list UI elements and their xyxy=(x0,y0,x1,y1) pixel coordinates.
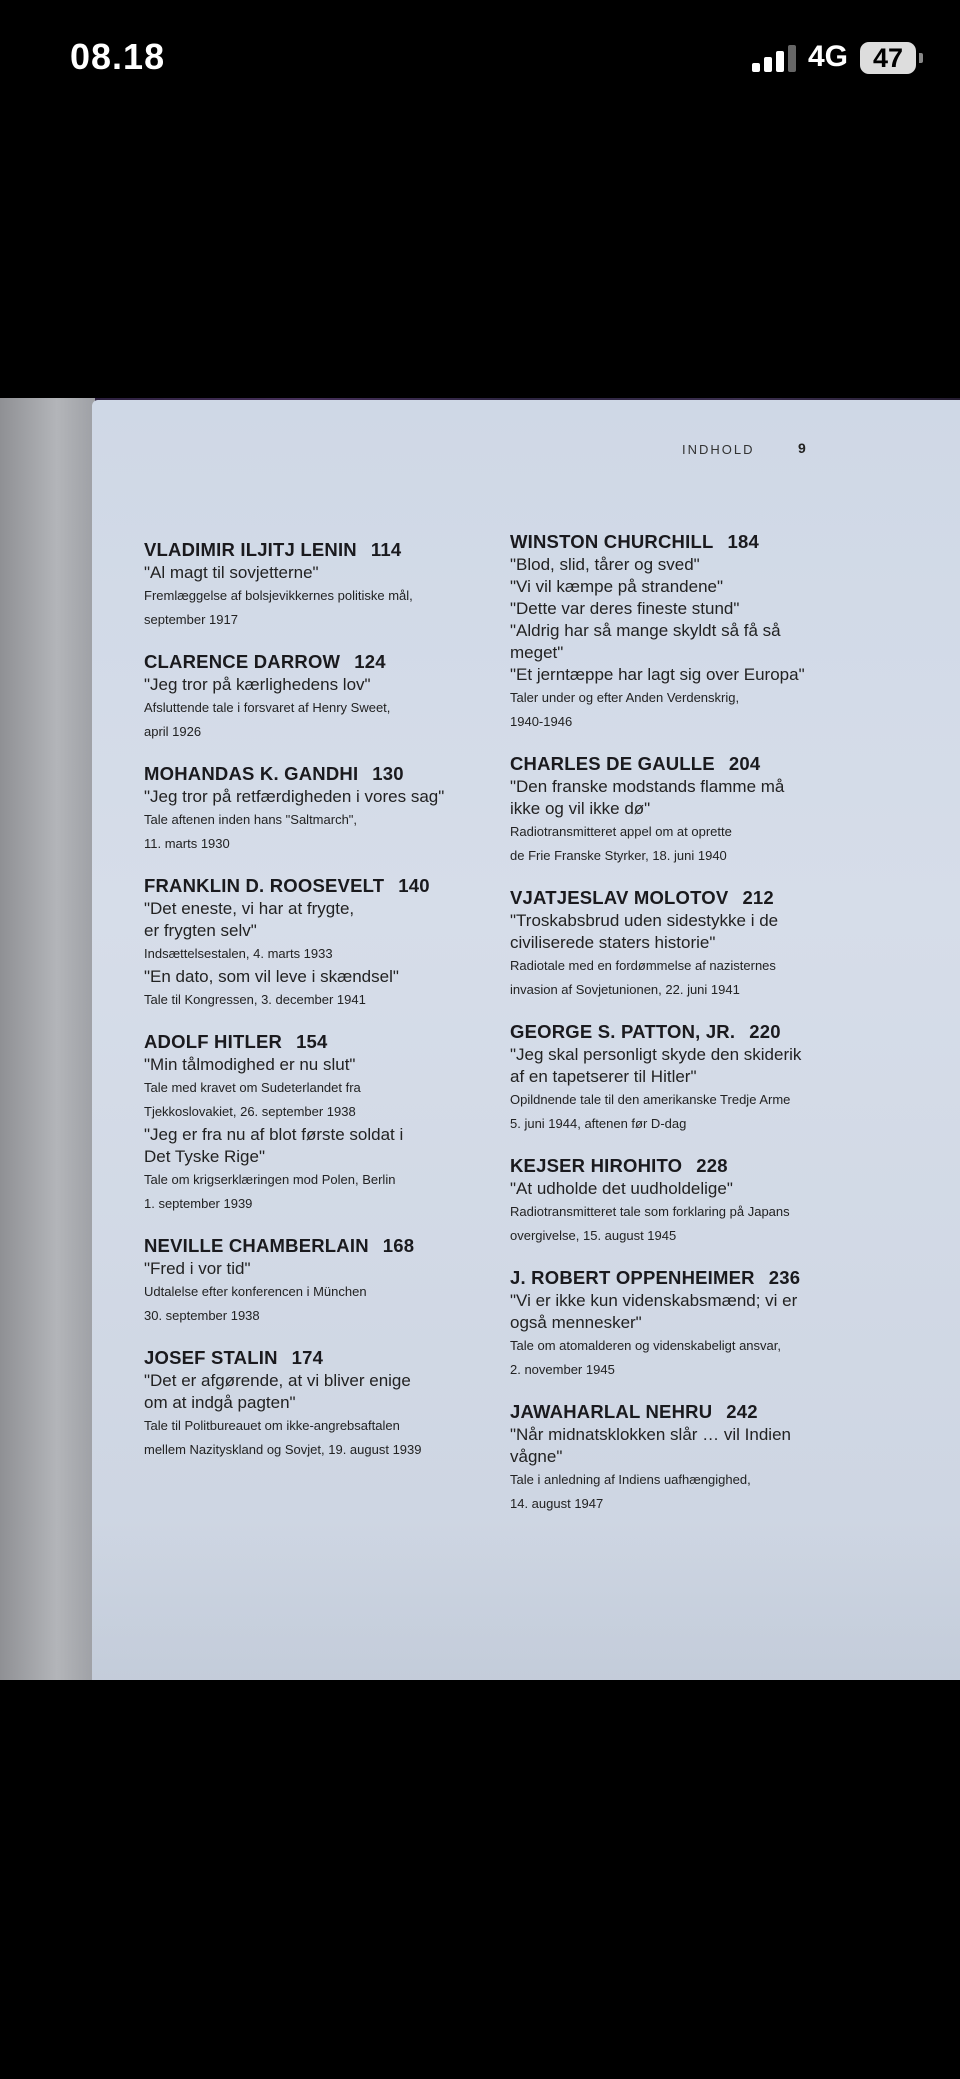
speech-quote: "Min tålmodighed er nu slut" xyxy=(144,1055,356,1074)
speech-quote: er frygten selv" xyxy=(144,921,257,940)
speech-note: de Frie Franske Styrker, 18. juni 1940 xyxy=(510,848,727,863)
entry-page-number: 124 xyxy=(354,651,386,672)
speech-quote: "Aldrig har så mange skyldt så få så xyxy=(510,621,781,640)
entry-page-number: 228 xyxy=(696,1155,728,1176)
speech-note: Indsættelsestalen, 4. marts 1933 xyxy=(144,946,333,961)
speech-note: Afsluttende tale i forsvaret af Henry Sweet, xyxy=(144,700,391,715)
speaker-name: VLADIMIR ILJITJ LENIN xyxy=(144,539,357,560)
speech-quote: "Troskabsbrud uden sidestykke i de xyxy=(510,911,779,930)
contents-entry xyxy=(510,886,940,1002)
speech-quote: "Vi er ikke kun videnskabsmænd; vi er xyxy=(510,1291,798,1310)
speech-note: 2. november 1945 xyxy=(510,1362,615,1377)
speech-quote: "Et jerntæppe har lagt sig over Europa" xyxy=(510,665,805,684)
speech-quote: "Blod, slid, tårer og sved" xyxy=(510,555,700,574)
speaker-name: FRANKLIN D. ROOSEVELT xyxy=(144,875,385,896)
entry-page-number: 242 xyxy=(726,1401,758,1422)
speech-note: mellem Nazityskland og Sovjet, 19. august 1939 xyxy=(144,1442,422,1457)
speaker-heading xyxy=(510,752,940,776)
speech-note: Tjekkoslovakiet, 26. september 1938 xyxy=(144,1104,356,1119)
page-number: 9 xyxy=(798,440,806,456)
contents-entry xyxy=(510,1400,940,1516)
speech-quote: om at indgå pagten" xyxy=(144,1393,296,1412)
speech-note: september 1917 xyxy=(144,612,238,627)
speech-quote: "Dette var deres fineste stund" xyxy=(510,599,740,618)
speech-quote: "Jeg skal personligt skyde den skiderik xyxy=(510,1045,802,1064)
speech-quote: Det Tyske Rige" xyxy=(144,1147,265,1166)
speaker-heading xyxy=(510,1020,940,1044)
speech-note: Tale med kravet om Sudeterlandet fra xyxy=(144,1080,361,1095)
speech-quote: "Jeg er fra nu af blot første soldat i xyxy=(144,1125,404,1144)
entry-page-number: 236 xyxy=(768,1267,801,1288)
speaker-name: KEJSER HIROHITO xyxy=(510,1155,683,1176)
contents-column-right xyxy=(510,530,940,1534)
contents-entry xyxy=(510,1154,940,1248)
speech-note: 1940-1946 xyxy=(510,714,573,729)
speaker-heading xyxy=(510,1266,940,1290)
speaker-name: CLARENCE DARROW xyxy=(144,651,341,672)
speech-note: 30. september 1938 xyxy=(144,1308,260,1323)
speech-quote: vågne" xyxy=(510,1447,563,1466)
entry-page-number: 220 xyxy=(749,1021,781,1042)
speech-quote: civiliserede staters historie" xyxy=(510,933,716,952)
speech-quote: også mennesker" xyxy=(510,1313,642,1332)
speaker-name: JAWAHARLAL NEHRU xyxy=(510,1401,713,1422)
speech-quote: "Vi vil kæmpe på strandene" xyxy=(510,577,724,596)
speech-note: Tale om atomalderen og videnskabeligt ansvar, xyxy=(510,1338,781,1353)
speech-note: Opildnende tale til den amerikanske Tredje Arme xyxy=(510,1092,791,1107)
entry-page-number: 114 xyxy=(370,539,402,560)
battery-icon: 47 xyxy=(860,42,916,74)
speaker-name: WINSTON CHURCHILL xyxy=(510,531,714,552)
speech-quote: ikke og vil ikke dø" xyxy=(510,799,651,818)
speech-quote: meget" xyxy=(510,643,564,662)
book-page xyxy=(92,400,960,1680)
speaker-heading xyxy=(510,886,940,910)
speaker-name: MOHANDAS K. GANDHI xyxy=(144,763,359,784)
speaker-name: J. ROBERT OPPENHEIMER xyxy=(510,1267,755,1288)
speaker-heading xyxy=(510,1154,940,1178)
speaker-name: NEVILLE CHAMBERLAIN xyxy=(144,1235,369,1256)
speech-quote: "Al magt til sovjetterne" xyxy=(144,563,319,582)
speech-note: 14. august 1947 xyxy=(510,1496,604,1511)
entry-page-number: 212 xyxy=(742,887,774,908)
speech-note: Tale i anledning af Indiens uafhængighed, xyxy=(510,1472,751,1487)
signal-strength-icon xyxy=(752,44,798,72)
entry-page-number: 140 xyxy=(398,875,430,896)
contents-entry xyxy=(510,530,940,734)
page-shadow xyxy=(92,1520,960,1680)
status-time: 08.18 xyxy=(70,36,166,77)
speech-quote: "At udholde det uudholdelige" xyxy=(510,1179,733,1198)
speaker-name: GEORGE S. PATTON, JR. xyxy=(510,1021,736,1042)
entry-page-number: 154 xyxy=(296,1031,328,1052)
speech-quote: "Den franske modstands flamme må xyxy=(510,777,785,796)
contents-entry xyxy=(510,1266,940,1382)
speech-note: Tale om krigserklæringen mod Polen, Berlin xyxy=(144,1172,396,1187)
speech-note: Tale til Kongressen, 3. december 1941 xyxy=(144,992,366,1007)
entry-page-number: 168 xyxy=(382,1235,415,1256)
speaker-heading xyxy=(510,1400,940,1424)
speech-note: Udtalelse efter konferencen i München xyxy=(144,1284,367,1299)
contents-entry xyxy=(510,752,940,868)
speech-quote: "Det er afgørende, at vi bliver enige xyxy=(144,1371,411,1390)
speech-note: 11. marts 1930 xyxy=(144,836,230,851)
speech-note: april 1926 xyxy=(144,724,202,739)
speech-quote: "Det eneste, vi har at frygte, xyxy=(144,899,355,918)
speech-note: Taler under og efter Anden Verdenskrig, xyxy=(510,690,740,705)
network-type: 4G xyxy=(808,40,849,73)
speech-quote: "Jeg tror på retfærdigheden i vores sag" xyxy=(144,787,445,806)
speech-note: Radiotransmitteret appel om at oprette xyxy=(510,824,732,839)
speech-note: Fremlæggelse af bolsjevikkernes politiske mål, xyxy=(144,588,413,603)
speech-note: 1. september 1939 xyxy=(144,1196,253,1211)
speech-quote: "Når midnatsklokken slår … vil Indien xyxy=(510,1425,791,1444)
speech-note: overgivelse, 15. august 1945 xyxy=(510,1228,677,1243)
entry-page-number: 204 xyxy=(728,753,761,774)
book-photo xyxy=(0,398,960,1680)
speech-note: 5. juni 1944, aftenen før D-dag xyxy=(510,1116,687,1131)
entry-page-number: 174 xyxy=(291,1347,324,1368)
speech-quote: "Fred i vor tid" xyxy=(144,1259,251,1278)
entry-page-number: 130 xyxy=(372,763,404,784)
speaker-name: CHARLES DE GAULLE xyxy=(510,753,715,774)
contents-entry xyxy=(510,1020,940,1136)
status-bar xyxy=(0,0,960,120)
entry-page-number: 184 xyxy=(727,531,759,552)
speech-note: Radiotale med en fordømmelse af nazisternes xyxy=(510,958,776,973)
speech-note: Tale aftenen inden hans "Saltmarch", xyxy=(144,812,358,827)
speech-quote: "Jeg tror på kærlighedens lov" xyxy=(144,675,371,694)
speaker-name: JOSEF STALIN xyxy=(144,1347,278,1368)
speaker-name: ADOLF HITLER xyxy=(144,1031,283,1052)
speech-note: Tale til Politbureauet om ikke-angrebsaftalen xyxy=(144,1418,400,1433)
speech-quote: af en tapetserer til Hitler" xyxy=(510,1067,697,1086)
speech-quote: "En dato, som vil leve i skændsel" xyxy=(144,967,399,986)
speech-note: invasion af Sovjetunionen, 22. juni 1941 xyxy=(510,982,740,997)
speech-note: Radiotransmitteret tale som forklaring på Japans xyxy=(510,1204,790,1219)
speaker-name: VJATJESLAV MOLOTOV xyxy=(510,887,729,908)
running-header: INDHOLD xyxy=(682,442,755,457)
speaker-heading xyxy=(510,530,940,554)
left-page-edge xyxy=(0,398,95,1680)
